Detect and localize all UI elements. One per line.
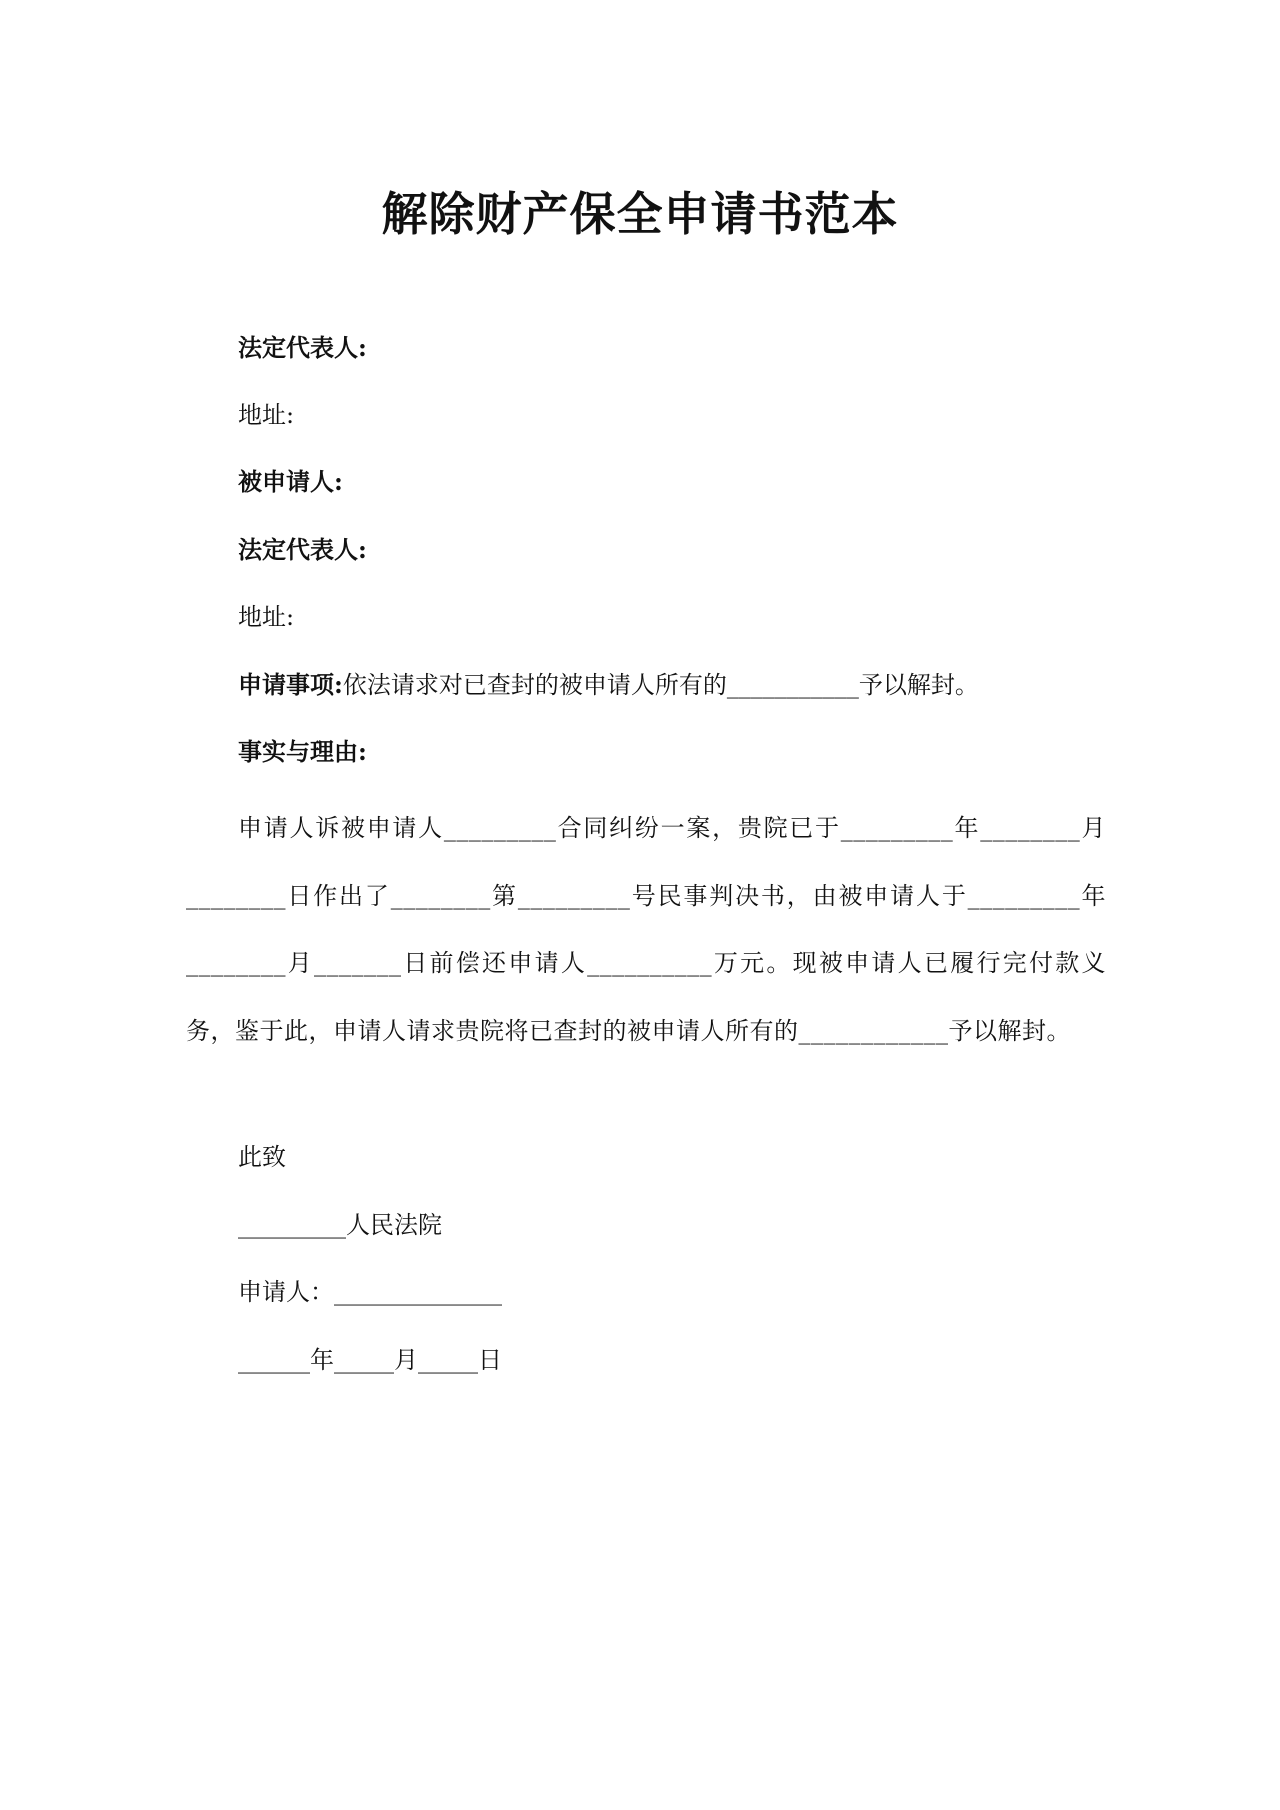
facts-label: 事实与理由:	[238, 737, 367, 766]
document-title: 解除财产保全申请书范本	[381, 187, 899, 241]
closing: 此致	[238, 1143, 286, 1171]
court-line: _________人民法院	[238, 1211, 442, 1239]
field-respondent: 被申请人:	[238, 467, 343, 496]
field-respondent-address: 地址:	[238, 603, 295, 631]
facts-paragraph: 申请人诉被申请人_________合同纠纷一案，贵院已于_________年________月________日作出了________第_________号民事判决书，由被申请人于_________年________月_______日前偿还申请人__________万元。现被申请人已履行完付款义务，鉴于此，申请人请求贵院将已查封的被申请人所有的____________予以解封。	[186, 814, 1106, 1045]
field-respondent-legal-rep: 法定代表人:	[238, 535, 367, 564]
request-label: 申请事项:	[238, 670, 343, 699]
date-line: ______年_____月_____日	[238, 1346, 502, 1374]
request-line	[238, 665, 979, 700]
field-address: 地址:	[238, 401, 295, 429]
field-legal-rep: 法定代表人:	[238, 333, 367, 362]
request-text: 依法请求对已查封的被申请人所有的___________予以解封。	[342, 671, 979, 699]
applicant-signature-line: 申请人：______________	[238, 1278, 502, 1306]
